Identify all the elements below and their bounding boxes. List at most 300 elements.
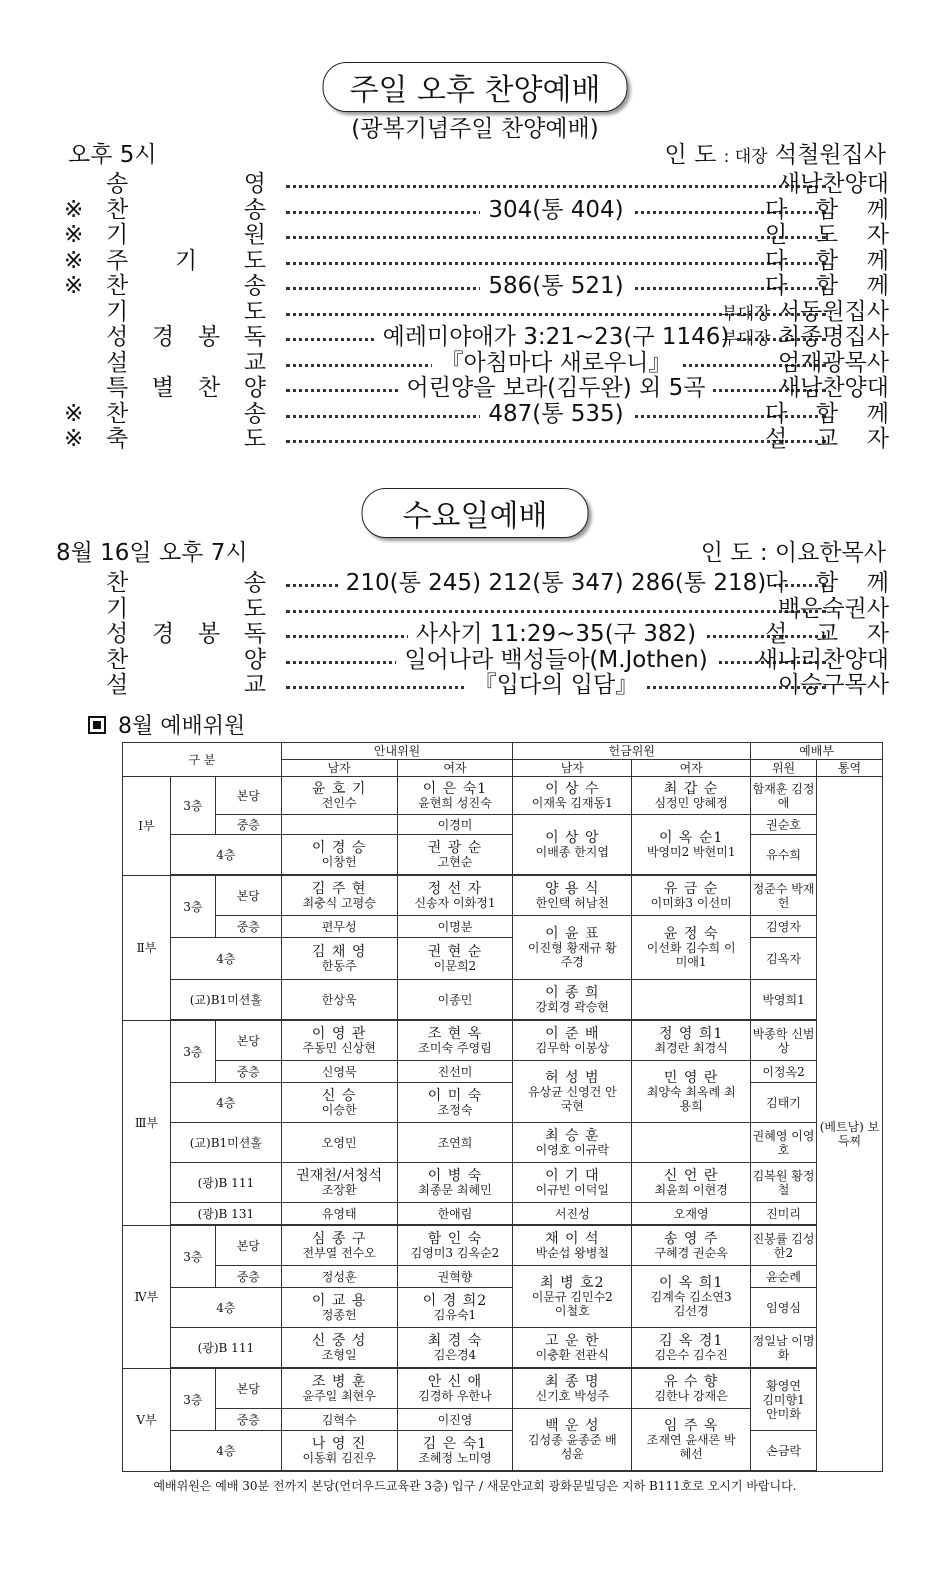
order-content [286,350,826,376]
label-char: 께 [866,247,889,274]
names-sub: 구혜경 권순옥 [654,1245,728,1260]
label-char: 교 [243,672,266,698]
names-sub: 조재연 윤새론 박혜선 [646,1432,736,1461]
order-label [106,401,266,427]
label-char: 봉 [197,621,221,647]
order-label [106,375,266,401]
name-lead: 임 주 옥 [663,1417,719,1434]
wed-leader-name: 이요한목사 [774,540,886,566]
order-person [765,401,889,427]
names-sub: 김성종 윤종준 배성윤 [527,1432,617,1461]
names-sub: 이진형 황재규 황주경 [527,940,617,969]
order-row [64,222,889,248]
cell [281,1328,397,1368]
order-content-text: 586(통 521) [480,273,631,299]
label-char: 함 [815,570,839,596]
sunday-subtitle: (광복기념주일 찬양예배) [351,116,599,142]
name-lead: 최 승 훈 [545,1127,600,1144]
label-char: 찬 [106,400,129,427]
order-label [106,197,266,223]
name-lead: 김 채 영 [311,943,367,960]
cell: 오영민 [281,1123,397,1163]
order-label [106,621,266,647]
cell: 서진성 [513,1203,632,1225]
name-lead: 조 현 옥 [427,1025,483,1042]
cell: 윤순례 [751,1266,817,1288]
order-row [64,273,889,299]
division-5: Ⅴ부 [123,1369,171,1472]
order-person [721,324,889,352]
place-main: 본당 [215,876,281,916]
label-char: 영 [243,171,266,197]
label-char: 함 [815,400,839,427]
label-char: 도 [243,595,266,622]
place-mezz: 중층 [215,916,281,938]
cell [397,1021,513,1061]
name-lead: 이 윤 표 [545,925,600,942]
order-content-text: 일어나라 백성들아(M.Jothen) [396,647,715,673]
leader-label: 인 도 [664,142,717,168]
cell [513,1061,632,1123]
cell [513,1266,632,1328]
order-row [64,350,889,376]
names-sub: 박순섭 왕병철 [535,1245,609,1260]
names-sub: 최양숙 최옥례 최용희 [646,1084,736,1113]
order-content-text: 210(통 245) 212(통 347) 286(통 218) [338,570,774,596]
cell [281,777,397,815]
cell: 신영묵 [281,1061,397,1083]
order-label [106,350,266,376]
cell [281,876,397,916]
wed-leader-label: 인 도 : [700,540,768,566]
names-sub: 한동주 [321,958,357,973]
names-sub: 김유숙1 [433,1307,477,1322]
asterisk-mark: ※ [64,426,84,452]
cell [751,1369,817,1431]
cell [632,1409,751,1471]
names-sub: 신송자 이화정1 [414,895,496,910]
label-char: 성 [106,324,129,350]
order-label [106,324,266,350]
order-person [765,570,889,596]
cell: 김복원 황정철 [751,1163,817,1203]
label-char: 독 [243,324,266,350]
leader-small: : 대장 [723,147,768,167]
floor-3: 3층 [170,1369,215,1431]
label-char: 교 [815,426,839,452]
label-char: 송 [243,570,266,596]
names-sub: 박영미2 박현미1 [646,844,736,859]
cell [513,1328,632,1368]
name-lead: 최 갑 순 [663,780,719,797]
name-lead: 함 인 숙 [427,1230,483,1247]
sunday-leader [665,142,886,170]
name-lead: 고 운 한 [545,1332,600,1349]
label-char: 인 [765,222,788,248]
order-person: 새남찬양대 [777,171,889,197]
cell [513,1123,632,1163]
hdr-worship: 예배부 [751,743,883,760]
cell [281,1083,397,1123]
label-char: 자 [866,222,889,248]
label-char: 찬 [106,196,129,223]
floor-4: 4층 [170,938,281,980]
hdr-role: 위원 [751,760,817,777]
names-sub: 이배종 한지엽 [535,844,609,859]
floor-4: 4층 [170,835,281,875]
asterisk-mark: ※ [64,400,84,427]
name-lead: 유 수 향 [663,1373,719,1390]
names-sub: 이선화 김수희 이미애1 [646,940,736,969]
cell [632,1061,751,1123]
cell [397,1369,513,1409]
dotted-leader [286,440,826,443]
cell: 편무성 [281,916,397,938]
person-name: 최종명집사 [770,324,889,350]
place-main: 본당 [215,1021,281,1061]
order-person [721,299,889,327]
name-lead: 조 병 훈 [311,1373,367,1390]
cell [397,1083,513,1123]
cell: 이명분 [397,916,513,938]
order-row [64,299,889,325]
cell: 정성훈 [281,1266,397,1288]
name-lead: 정 영 희1 [658,1025,724,1042]
label-char: 경 [151,621,175,647]
order-content-text: 『아침마다 새로우니』 [432,350,679,376]
name-lead: 이 경 승 [311,839,367,856]
cell: 이종민 [397,980,513,1020]
order-content-text: 사사기 11:29~35(구 382) [408,621,704,647]
cell [632,1328,751,1368]
label-char: 송 [243,196,266,223]
order-content-text: 어린양을 보라(김두완) 외 5곡 [399,375,714,401]
names-sub: 신기호 박성주 [535,1388,609,1403]
label-char: 께 [866,196,889,223]
names-sub: 김한나 강재은 [654,1388,728,1403]
cell [632,1163,751,1203]
label-char: 찬 [106,570,129,596]
asterisk-mark: ※ [64,247,84,274]
cell [397,1288,513,1328]
label-char: 다 [765,247,788,274]
name-lead: 이 은 숙1 [422,780,488,797]
order-content [286,401,826,427]
name-lead: 유 금 순 [663,880,719,897]
hdr-interp: 통역 [817,760,883,777]
label-char: 함 [815,196,839,223]
cell [397,938,513,980]
place-gyo-b1: (교)B1미션홀 [170,980,281,1020]
name-lead: 최 경 숙 [427,1332,483,1349]
label-char: 함 [815,273,839,299]
order-content [286,570,826,596]
order-row [64,621,889,647]
place-main: 본당 [215,1226,281,1266]
order-content [286,197,826,223]
order-content [286,273,826,299]
name-lead: 김 옥 경1 [658,1332,724,1349]
cell: 한애림 [397,1203,513,1225]
roster-title-text: 8월 예배위원 [118,714,246,739]
label-char: 다 [765,570,788,596]
division-2: Ⅱ부 [123,876,171,1021]
order-row [64,426,889,452]
name-lead: 송 영 주 [663,1230,719,1247]
names-sub: 주동민 신상현 [302,1040,376,1055]
cell [632,1226,751,1266]
names-sub: 최경란 최경식 [654,1040,728,1055]
cell [632,916,751,980]
names-sub: 이재욱 김재동1 [531,795,613,810]
names-sub: 김경하 우한나 [418,1388,492,1403]
cell [397,1328,513,1368]
order-content [286,375,826,401]
order-label [106,273,266,299]
name-lead: 권 현 순 [427,943,483,960]
roster-footer-note: 예배위원은 예배 30분 전까지 본당(언더우드교육관 3층) 입구 / 새문안교회 광화문빌딩은 지하 B111호로 오시기 바랍니다. [153,1479,797,1493]
order-row [64,197,889,223]
order-content-text: 예레미야애가 3:21~23(구 1146) [375,324,738,350]
order-person [765,197,889,223]
division-3: Ⅲ부 [123,1021,171,1226]
names-sub: 최윤희 이현경 [654,1182,728,1197]
label-char: 특 [106,375,129,401]
cell: 김옥자 [751,938,817,980]
names-sub: 윤현희 성진숙 [418,795,492,810]
order-person [765,248,889,274]
names-sub: 조정숙 [437,1102,473,1117]
order-row [64,401,889,427]
cell [513,1226,632,1266]
cell: 진봉률 김성한2 [751,1226,817,1266]
order-label [106,426,266,452]
cell [632,1021,751,1061]
order-person: 새남찬양대 [777,375,889,401]
place-gwang-b131: (광)B 131 [170,1203,281,1225]
names-sub: 이문규 김민수2 이철호 [531,1289,613,1318]
cell: 김영자 [751,916,817,938]
person-role: 부대장 [721,329,771,349]
name-lead: 나 영 진 [311,1435,367,1452]
name-lead: 이 미 숙 [427,1087,483,1104]
name-lead: 이 옥 순1 [658,829,724,846]
name-lead: 이 경 희2 [422,1292,488,1309]
cell: 박영희1 [751,980,817,1020]
cell [632,1123,751,1163]
name-lead: 신 중 성 [311,1332,367,1349]
names-sub: 김영미3 김옥순2 [410,1245,500,1260]
cell [397,1226,513,1266]
cell: 김혁수 [281,1409,397,1431]
cell: 유수희 [751,835,817,875]
label-char: 양 [243,646,266,673]
label-char: 설 [106,672,129,698]
place-main: 본당 [215,777,281,815]
cell [513,777,632,815]
cell [632,876,751,916]
label-char: 독 [243,621,266,647]
name-lead: 이 교 용 [311,1292,367,1309]
dotted-leader [286,610,826,613]
label-char: 자 [866,426,889,452]
dotted-leader [286,262,826,265]
order-person: 새나리찬양대 [755,646,889,673]
label-char: 봉 [197,324,221,350]
name-lead: 윤 호 기 [311,780,367,797]
name-lead: 백 운 성 [545,1417,600,1434]
cell [281,1369,397,1409]
hdr-usher-male: 남자 [281,760,397,777]
name-lead: 심 종 구 [311,1230,367,1247]
cell: 정일남 이명화 [751,1328,817,1368]
cell [513,815,632,875]
label-char: 찬 [106,273,129,299]
cell [281,1021,397,1061]
name-lead: 최 종 명 [545,1373,600,1390]
cell: 손금락 [751,1431,817,1471]
cell [397,777,513,815]
order-content-text: 487(통 535) [480,401,631,427]
label-char: 양 [243,375,266,401]
name-lead: 권재천/서청석 [296,1167,383,1184]
name-lead: 이 병 숙 [427,1167,483,1184]
order-row [64,324,889,350]
order-label [106,647,266,673]
label-char: 도 [243,247,266,274]
place-mezz: 중층 [215,1266,281,1288]
division-4: Ⅳ부 [123,1226,171,1369]
place-gyo-b1: (교)B1미션홀 [170,1123,281,1163]
names-sub: 심정민 양혜정 [654,795,728,810]
floor-3: 3층 [170,1021,215,1083]
cell: 진선미 [397,1061,513,1083]
cell [513,876,632,916]
order-person [765,222,889,248]
interp-text: (베트남) 보득찌 [819,1120,880,1148]
label-char: 축 [106,426,129,452]
cell: 함재훈 김정애 [751,777,817,815]
label-char: 설 [106,349,129,376]
hdr-offering-female: 여자 [632,760,751,777]
dotted-leader [286,236,826,239]
label-char: 기 [106,222,129,248]
order-person: 백은숙권사 [777,595,889,622]
names-sub: 조미숙 주영림 [418,1040,492,1055]
cell [281,835,397,875]
hdr-offering: 헌금위원 [513,743,751,760]
cell [632,777,751,815]
names-sub: 전부열 전수오 [302,1245,376,1260]
names-sub: 전인수 [321,795,357,810]
place-gwang-b111: (광)B 111 [170,1328,281,1368]
cell: 오재영 [632,1203,751,1225]
floor-3: 3층 [170,876,215,938]
place-gwang-b111: (광)B 111 [170,1163,281,1203]
order-row [64,248,889,274]
cell [397,876,513,916]
order-label [106,570,266,596]
label-char: 께 [866,570,889,596]
cell [632,815,751,875]
place-mezz: 중층 [215,815,281,835]
names-sub: 김은수 김수진 [654,1347,728,1362]
names-sub: 이규빈 이덕일 [535,1182,609,1197]
order-label [106,596,266,622]
names-sub: 최충식 고평승 [302,895,376,910]
names-sub: 이충환 전관식 [535,1347,609,1362]
cell: 권순호 [751,815,817,835]
order-content-text: 『입다의 입담』 [466,672,646,698]
cell: 김태기 [751,1083,817,1123]
cell [281,1288,397,1328]
order-row [64,171,889,197]
order-person [765,426,889,452]
cell: 한상욱 [281,980,397,1020]
label-char: 기 [106,595,129,622]
division-1: Ⅰ부 [123,777,171,876]
order-person: 엄재광목사 [777,349,889,376]
name-lead: 이 종 희 [545,984,600,1001]
names-sub: 윤주일 최현우 [302,1388,376,1403]
name-lead: 정 선 자 [427,880,483,897]
label-char: 찬 [106,646,129,673]
name-lead: 이 상 앙 [545,829,600,846]
name-lead: 신 승 [321,1087,357,1104]
label-char: 기 [106,298,129,325]
asterisk-mark: ※ [64,196,84,223]
order-row [64,647,889,673]
label-char: 다 [765,196,788,223]
cell: 유영태 [281,1203,397,1225]
label-char: 경 [151,324,175,350]
cell [281,1163,397,1203]
label-char: 송 [243,273,266,299]
place-mezz: 중층 [215,1061,281,1083]
label-char: 교 [243,349,266,376]
cell [281,1226,397,1266]
order-person [765,621,889,647]
label-char: 원 [243,222,266,248]
name-lead: 채 이 석 [545,1230,600,1247]
label-char: 다 [765,400,788,427]
wednesday-time: 8월 16일 오후 7시 [56,540,248,566]
label-char: 교 [815,621,839,647]
place-mezz: 중층 [215,1409,281,1431]
name-lead: 이 준 배 [545,1025,600,1042]
names-sub: 이문희2 [433,958,477,973]
name-lead: 양 용 식 [545,880,600,897]
label-char: 도 [243,298,266,325]
label-char: 찬 [197,375,221,401]
label-char: 설 [765,621,788,647]
label-char: 도 [815,222,839,248]
label-char: 별 [151,375,175,401]
interp-cell [817,777,883,1472]
cell [513,1369,632,1409]
label-char: 께 [866,400,889,427]
cell [513,1163,632,1203]
wednesday-leader [701,540,886,566]
cell: 이경미 [397,815,513,835]
person-name: 서동원집사 [770,298,889,325]
cell [397,1163,513,1203]
name-lead: 김 주 현 [311,880,367,897]
order-label [106,171,266,197]
label-char: 성 [106,621,129,647]
order-label [106,299,266,325]
label-char: 기 [174,247,198,274]
